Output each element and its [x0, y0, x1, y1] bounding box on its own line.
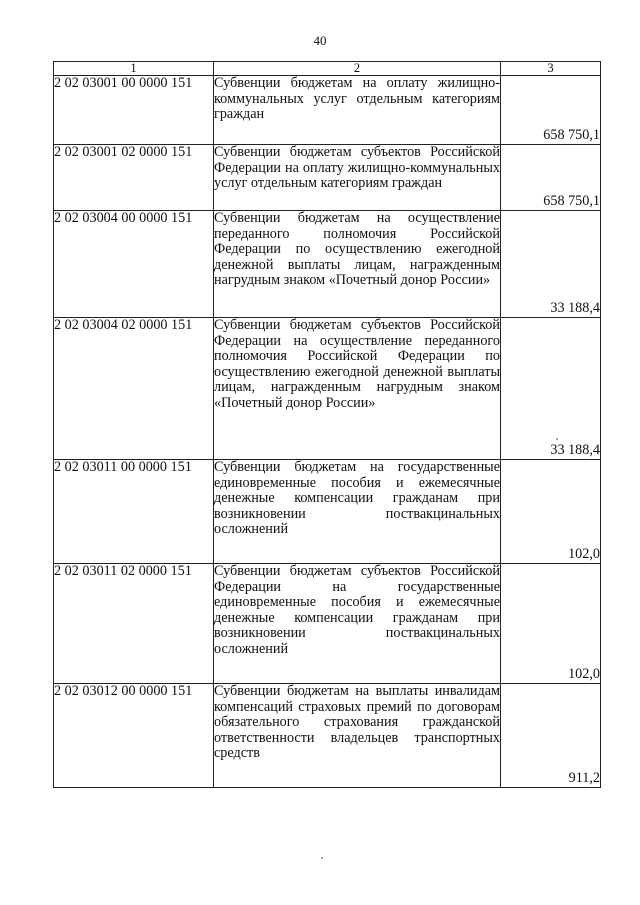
column-header-name: 2	[214, 62, 501, 76]
row-amount: 33 188,4	[501, 211, 601, 318]
row-code: 2 02 03004 00 0000 151	[54, 211, 214, 318]
row-name: Субвенции бюджетам субъектов Российской Федерации на оплату жилищно-коммунальных услуг отдельным категориям граждан	[214, 145, 501, 211]
table-header	[54, 62, 601, 76]
row-amount: 911,2	[501, 684, 601, 788]
row-name: Субвенции бюджетам субъектов Российской Федерации на осуществление переданного полномочия Российской Федерации по осуществлению ежегодной денежной выплаты лицам, награжденным нагрудным знаком «Почетный донор России»	[214, 318, 501, 460]
page-number: 40	[313, 33, 327, 48]
row-amount: 658 750,1	[501, 76, 601, 145]
table-row	[54, 564, 601, 684]
row-amount: 102,0	[501, 564, 601, 684]
row-name: Субвенции бюджетам на осуществление переданного полномочия Российской Федерации по осуществлению ежегодной денежной выплаты лицам, награжденным нагрудным знаком «Почетный донор России»	[214, 211, 501, 318]
row-name: Субвенции бюджетам на выплаты инвалидам компенсаций страховых премий по договорам обязательного страхования гражданской ответственности владельцев транспортных средств	[214, 684, 501, 788]
table-row	[54, 460, 601, 564]
table-row	[54, 145, 601, 211]
revenue-table	[53, 61, 601, 788]
scan-speck	[321, 857, 323, 859]
table-row	[54, 76, 601, 145]
header-row	[54, 62, 601, 76]
table-row	[54, 684, 601, 788]
scan-speck	[556, 438, 558, 440]
row-code: 2 02 03001 00 0000 151	[54, 76, 214, 145]
table-row	[54, 318, 601, 460]
column-header-amount: 3	[501, 62, 601, 76]
row-code: 2 02 03011 00 0000 151	[54, 460, 214, 564]
row-name: Субвенции бюджетам на оплату жилищно-коммунальных услуг отдельным категориям граждан	[214, 76, 501, 145]
row-name: Субвенции бюджетам на государственные единовременные пособия и ежемесячные денежные компенсации гражданам при возникновении поствакцинальных осложнений	[214, 460, 501, 564]
table-row	[54, 211, 601, 318]
row-code: 2 02 03011 02 0000 151	[54, 564, 214, 684]
row-code: 2 02 03001 02 0000 151	[54, 145, 214, 211]
row-amount: 33 188,4	[501, 318, 601, 460]
table-body	[54, 76, 601, 788]
column-header-code: 1	[54, 62, 214, 76]
row-code: 2 02 03004 02 0000 151	[54, 318, 214, 460]
row-name: Субвенции бюджетам субъектов Российской Федерации на государственные единовременные пособия и ежемесячные денежные компенсации гражданам при возникновении поствакцинальных осложнений	[214, 564, 501, 684]
row-amount: 102,0	[501, 460, 601, 564]
row-amount: 658 750,1	[501, 145, 601, 211]
row-code: 2 02 03012 00 0000 151	[54, 684, 214, 788]
